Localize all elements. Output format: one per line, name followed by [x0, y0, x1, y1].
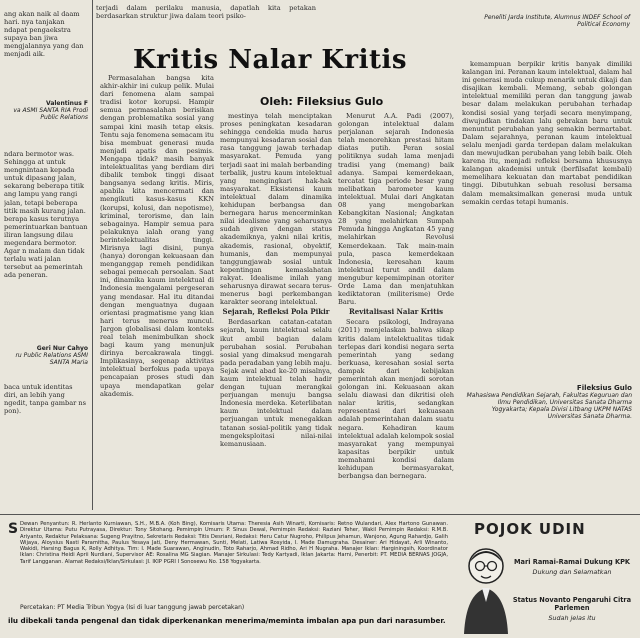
cartoon-figure	[456, 542, 516, 634]
left-author-2-role: ru Public Relations ASMI SANTA Maria	[15, 352, 88, 366]
article-col-3-text: Menurut A.A. Padi (2007), golongan intelektual dalam perjalanan sejarah Indonesia telah menorehkan prestasi hitam diatas putih. Peran sosial politiknya sudah lama menjadi tradisi yang (memang) baik adanya. Sampai kemerdekaan, tercatat tiga periode besar yang melibatkan barometer kaum intelektual. Mulai dari Angkatan 08 yang mengobarkan Kebangkitan Nasional; Angkatan 28 yang melahirkan Sumpah Pemuda hingga Angkatan 45 yang melahirkan Revolusi Kemerdekaan. Tak main-main pula, pasca kemerdekaan Indonesia, keresahan kaum intelektual turut andil dalam mengubur kepemimpinan otoriter Orde Lama dan menjatuhkan kediktatoran (militerisme) Orde Baru.	[338, 112, 454, 307]
left-fragment-top: ang akan naik al daam hari. nya tanjakan ndapat pengaekstra supaya ban jiwa mengjalannya yang dan menjadi aik.	[4, 10, 84, 59]
article-col-2b-text: Berdasarkan catatan-catatan sejarah, kaum intelektual selalu ikut ambil bagian dalam perubahan sosial. Perubahan sosial yang dimaksud mengarah pada peradaban yang lebih maju. Sejak awal abad ke-20 misalnya, kaum intelektual telah hadir dengan tujuan merangkai perjuangan menuju bangsa Indonesia merdeka. Keterlibatan kaum intelektual dalam perjuangan untuk menegakkan tatanan sosial-politik yang tidak mengeksploitasi nilai-nilai kemanusiaan.	[220, 318, 332, 448]
left-author-2-name: Geri Nur Cahyo	[36, 345, 88, 352]
article-col-3b-text: Secara psikologi, Indrayana (2011) menjelaskan bahwa sikap kritis dalam intelektualitas tidak terlepas dari kondisi negara serta pemerintah yang sedang berkuasa, keresahan sosial serta dampak dari kebijakan pemerintah akan menjadi sorotan golongan ini. Kekuasaan akan selalu diawasi dan dikritisi oleh nalar kritis, sedangkan representasi dari kekuasaan adalah pemerintahan dalam suatu negara. Kehadiran kaum intelektual adalah kelompok sosial masyarakat yang mempunyai kapasitas berpikir untuk memahami kondisi dalam kehidupan bermasyarakat, berbangsa dan bernegara.	[338, 318, 454, 481]
cartoon-item-2-title: Status Novanto Pengaruhi Citra Parlemen	[512, 596, 632, 612]
author-bio-name: Fileksius Gulo	[576, 384, 632, 392]
credits-notice: Percetakan: PT Media Tribun Yogya (Isi di luar tanggung jawab percetakan)	[20, 604, 245, 611]
article-col-4	[462, 60, 632, 375]
article-subhead-1: Sejarah, Refleksi Pola Pikir	[222, 307, 330, 317]
article-col-1-text: Permasalahan bangsa kita akhir-akhir ini cukup pelik. Mulai dari fenomena alam sampai tradisi kotor korupsi. Hampir semua permasalahan berisikan dengan problematika sosial yang sampai kini masih tetap eksis. Tentu saja fenomena semacam itu bisa membuat generasi muda menjadi apatis dan pesimis. Mengapa tidak? masih banyak intelektualitas yang berdiam diri dibalik tembok tinggi disaat bangsanya sedang kritis. Miris, apabila kita mencermati dan mengikuti kasus-kasus KKN (korupsi, kolusi, dan nepotisme), kriminal, terorisme, dan lain sebagainya. Hampir semua para pelakuknya ialah orang yang berintelektualitas tinggi. Mirisnya lagi disini, punya (hanya) dorongan kekuasaan dan menganggap remeh pendidikan sebagai pemecah persoalan. Saat ini, dinamika kaum intelektual di Indonesia mengalami pergeseran yang mendasar. Hal itu ditandai dengan menguatnya dugaan orientasi pragmatisme yang kian hari terus menerus muncul. Jargon globalisasi dalam konteks real telah menimbulkan shock bagi kaum yang menunjuk dirinya bercakrawala tinggi. Implikasinya, segenap aktivitas intelektual berfokus pada upaya pencapaian proses studi dan upaya mendapatkan gelar akademis.	[100, 74, 214, 398]
article-col-2	[220, 112, 332, 508]
cartoon-item-2-reply: Sudah jelas itu	[548, 614, 596, 622]
author-bio	[462, 384, 632, 420]
left-author-1-role: va ASMI SANTA RIA Prodi Public Relations	[13, 107, 88, 121]
cartoon-panel	[456, 516, 636, 634]
footer-notice: ilu dibekali tanda pengenal dan tidak diperkenankan menerima/meminta imbalan apa pun dari narasumber.	[8, 616, 446, 625]
left-fragment-bottom: baca untuk identitas diri, an lebih yang ngedit, tanpa gambar ns pon).	[4, 383, 87, 416]
cartoon-item-1	[512, 558, 632, 576]
article-byline: Oleh: Fileksius Gulo	[260, 95, 384, 108]
left-author-1-name: Valentinus F	[46, 100, 88, 107]
left-divider	[92, 0, 93, 510]
article-col-2-text: mestinya telah menciptakan proses peningkatan kesadaran sehingga cendekia muda harus mempunyai kesadaran sosial dan rasa tanggung jawab terhadap masyarakat. Pemuda yang terjadi saat ini malah berbanding terbalik, justru kaum intelektual yang mengingkari hak-hak masyarakat. Eksistensi kaum intelektual dalam dinamika kehidupan berbangsa dan bernegara harus mencerminkan nilai idealisme yang seharusnya sudah given dengan status akademiknya, yakni nilai kritis, akademis, rasional, obyektif, humanis, dan mempunyai tanggungjawab sosial untuk kepentingan kemaslahatan rakyat. Idealisme inilah yang seharusnya dirawat secara terus-menerus bagi perkembangan karakter seorang intelektual.	[220, 112, 332, 307]
center-top-fragment: terjadi dalam perilaku manusia, dapatlah kita petakan berdasarkan struktur jiwa dalam teori psiko-	[96, 4, 316, 21]
credits-top-rule	[0, 514, 640, 515]
cartoon-item-2	[512, 596, 632, 622]
author-bio-text: Mahasiswa Pendidikan Sejarah, Fakultas Keguruan dan Ilmu Pendidikan, Universitas Sanata Dharma Yogyakarta; Kepala Divisi Litbang UKPM NATAS Universitas Sanata Dharma.	[466, 392, 632, 420]
left-fragment-mid: ndara bermotor was. Sehingga at untuk mengnintaan kepada untuk dipasang jalan, sekarang beberapa titik ang lampu yang rangi jalan, tetapi beberapa titik masih kurang jalan. berapa kasus terutnya pemerintuarkan bantuan iliran langsung dilau megendara bermotor. Agar n malam dan tidak terlalu wati jalan tersebut aa pemerintah ada peneran.	[4, 150, 88, 280]
cartoon-title: POJOK UDIN	[474, 520, 586, 538]
article-col-1	[100, 74, 214, 506]
right-top-bio: Peneliti Jarda Institute, Alumnus INDEF School of Political Economy	[484, 14, 630, 28]
article-col-3	[338, 112, 454, 508]
article-col-4-text: kemampuan berpikir kritis banyak dimiliki kalangan ini. Peranan kaum intelektual, dalam hal ini generasi muda cukup menarik untuk dikaji dan disajikan kembali. Memang, sebab golongan intelektual memiliki peran dan tanggung jawab besar dalam melakukan perubahan terhadap kondisi sosial yang terjadi secara menyimpang, diwujudkan tindakan lalu gebrakan baru untuk menuntut perubahan yang semakin bermartabat. Dalam sejarahnya, peranan kaum intelektual selalu menjadi garda terdepan dalam melakukan dan mewujudkan perubahan yang lebih baik. Oleh karena itu, menjadi refleksi bersama khususnya kalangan akademisi untuk (berfilsafat kembali) memelihara kekuatan dan martabat pendidikan tinggi. Dibutuhkan sebuah resolusi bersama dalam memaksimalkan generasi muda untuk semakin cerdas tetapi humanis.	[462, 60, 632, 206]
article-subhead-2: Revitalisasi Nalar Kritis	[348, 307, 444, 317]
credits-text: Dewan Penyantun: R. Herlanto Kurniawan, S.H., M.B.A. (Koh Bing), Komisaris Utama: Theresia Asih Winarti, Komisaris: Retno Wulandari, Alex Hartono Gunawan. Direktur Utama: Putu Putrayasa, Direktur: Tony Sitohang. Pemimpin Umum: P. Sinus Dewal, Pemimpin Redaksi: Raziani Teher, Wakil Pemimpin Redaksi: R.M.B. Ariyanto, Redaktur Pelaksana: Sugeng Prayitno, Sekretaris Redaksi: Titis Desriani, Redaksi: Heru Catur Nugroho, Philipus Jehamun, Wanjono, Agung Rahardjo, Galih Wijaya, Aloysius Nasti Paramitha, Paulus Yesaya Jati, Deny Hermawan, Sunti, Melati, Latiwa Rosyida, I. Made Damugraha. Desainer: Ari Hidayat, Arli Winanto, Wakidi, Harsing Bagus K, Rolly Adhitya. Tim: I. Made Suarawan, Anginudin, Toto Raharjo, Ahmad Ridho, Ari H Nugraha. Manajer Iklan: Harginingsih, Koordinator Iklan: Christina Heidi Aprii Nurdiani, Supervisor AE: Rosalina MG Siagian. Manajer Sirkulasi: Tedy Kartyadi, Iklan Jakarta: Harni, Penerbit: PT. MEDIA BERNAS JOGJA, Tarif Langganan. Alamat Redaksi/Iklan/Sirkulasi: Jl. IKIP PGRI I Sonosewu No. 158 Yogyakarta.	[20, 521, 448, 565]
left-author-2	[4, 345, 88, 366]
article-title: Kritis Nalar Kritis	[133, 45, 408, 75]
left-author-1	[4, 100, 88, 121]
cartoon-item-1-reply: Dukung dan Selamatkan	[532, 568, 612, 576]
cartoon-item-1-title: Mari Ramai-Ramai Dukung KPK	[513, 558, 631, 566]
credits-logo: S	[8, 521, 19, 537]
